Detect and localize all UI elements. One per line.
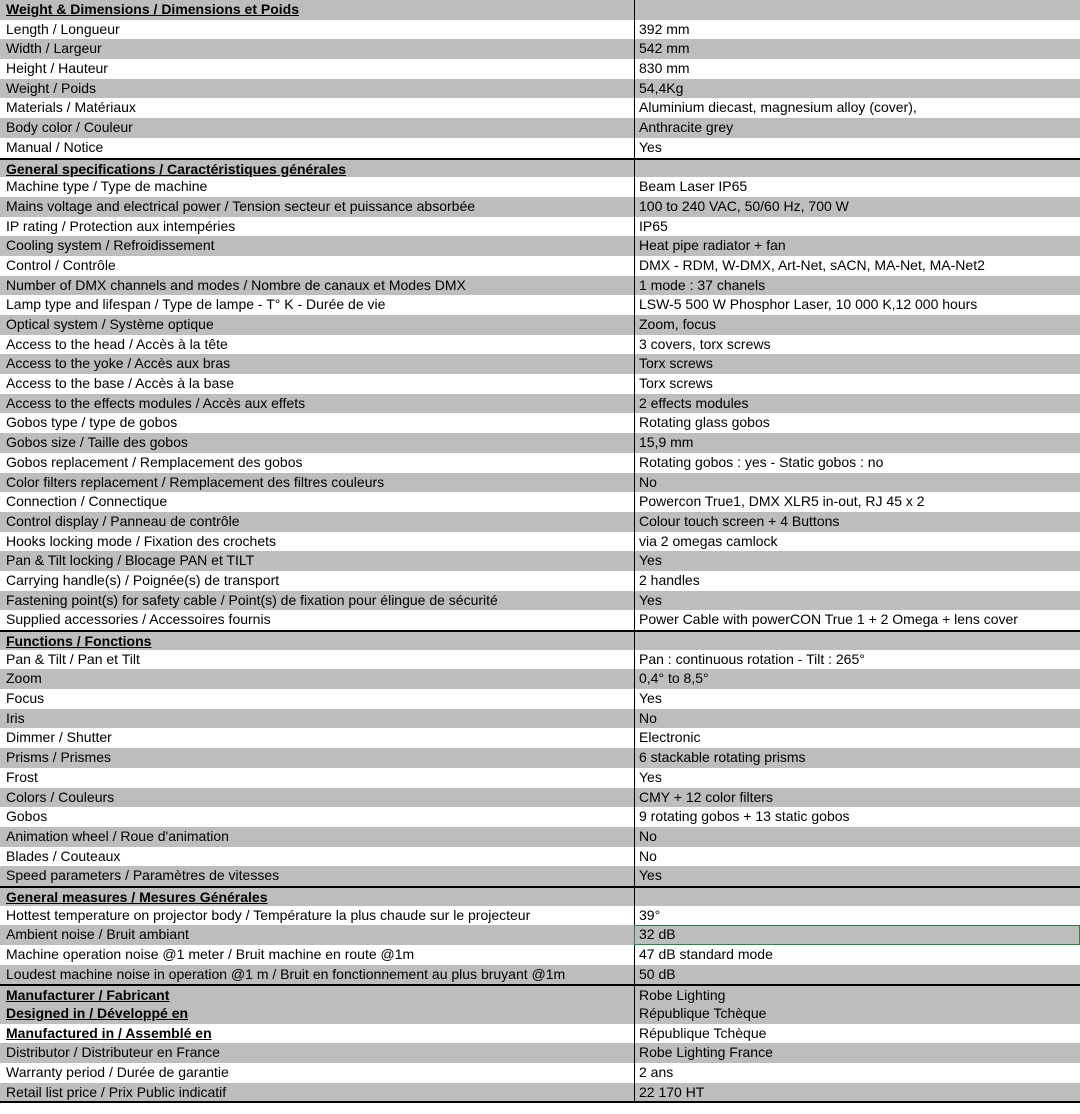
table-row — [0, 709, 1080, 729]
table-row — [0, 807, 1080, 827]
spec-value-cell[interactable]: 100 to 240 VAC, 50/60 Hz, 700 W — [634, 197, 1080, 217]
spec-value-cell[interactable]: Torx screws — [634, 374, 1080, 394]
table-row — [0, 512, 1080, 532]
spec-label-cell[interactable]: Dimmer / Shutter — [6, 729, 112, 746]
spec-label-cell[interactable]: Width / Largeur — [6, 40, 102, 57]
table-row — [0, 1063, 1080, 1083]
spec-value-cell[interactable]: Yes — [634, 866, 1080, 886]
table-row — [0, 1004, 1080, 1024]
spec-label-cell[interactable]: Hottest temperature on projector body / Température la plus chaude sur le projecteur — [6, 906, 531, 923]
table-row — [0, 177, 1080, 197]
spec-value-cell[interactable]: 0,4° to 8,5° — [634, 669, 1080, 689]
spec-label-cell[interactable]: Zoom — [6, 670, 42, 687]
spec-label-cell[interactable]: Height / Hauteur — [6, 60, 108, 77]
spec-label-cell[interactable]: Connection / Connectique — [6, 493, 168, 510]
table-row — [0, 413, 1080, 433]
spec-label-cell[interactable]: Hooks locking mode / Fixation des crochets — [6, 532, 277, 549]
spec-value-cell[interactable]: DMX - RDM, W-DMX, Art-Net, sACN, MA-Net, MA-Net2 — [634, 256, 1080, 276]
spec-label-cell[interactable]: Focus — [6, 690, 45, 707]
table-row — [0, 315, 1080, 335]
spec-label-cell[interactable]: Control display / Panneau de contrôle — [6, 512, 240, 529]
table-row — [0, 256, 1080, 276]
table-row — [0, 984, 1080, 1004]
table-row — [0, 1043, 1080, 1063]
table-row — [0, 1083, 1080, 1103]
spec-label-cell[interactable]: Access to the head / Accès à la tête — [6, 335, 228, 352]
table-row — [0, 906, 1080, 926]
section-header-value-cell — [634, 0, 1080, 20]
table-row — [0, 473, 1080, 493]
spec-value-cell[interactable]: Yes — [634, 591, 1080, 611]
spec-label-cell[interactable]: Blades / Couteaux — [6, 847, 121, 864]
table-row — [0, 98, 1080, 118]
spec-value-cell[interactable]: Beam Laser IP65 — [634, 177, 1080, 197]
spec-label-cell[interactable]: Cooling system / Refroidissement — [6, 237, 215, 254]
table-row — [0, 236, 1080, 256]
section-header — [0, 886, 1080, 906]
spec-label-cell[interactable]: Machine operation noise @1 meter / Bruit machine en route @1m — [6, 946, 415, 962]
table-row — [0, 197, 1080, 217]
spec-value-cell[interactable]: 54,4Kg — [634, 79, 1080, 99]
spec-value-cell[interactable]: Yes — [634, 768, 1080, 788]
table-row — [0, 532, 1080, 552]
table-row — [0, 374, 1080, 394]
table-row — [0, 551, 1080, 571]
spec-value-cell[interactable]: CMY + 12 color filters — [634, 788, 1080, 808]
spec-label-cell[interactable]: Body color / Couleur — [6, 119, 133, 136]
spec-label-cell[interactable]: Fastening point(s) for safety cable / Point(s) de fixation pour élingue de sécurité — [6, 591, 498, 608]
section-header-value-cell — [634, 632, 1080, 650]
spec-label-cell[interactable]: Access to the base / Accès à la base — [6, 375, 235, 392]
table-row — [0, 492, 1080, 512]
spec-value-cell[interactable]: 2 ans — [634, 1063, 1080, 1083]
spec-value-cell[interactable]: Pan : continuous rotation - Tilt : 265° — [634, 650, 1080, 670]
spec-value-cell[interactable]: Rotating gobos : yes - Static gobos : no — [634, 453, 1080, 473]
spec-label-cell[interactable]: Control / Contrôle — [6, 256, 116, 273]
spec-label-cell[interactable]: Machine type / Type de machine — [6, 178, 208, 195]
section-title: General specifications / Caractéristiques générales — [6, 160, 347, 177]
spec-label-cell[interactable]: Mains voltage and electrical power / Tension secteur et puissance absorbée — [6, 197, 476, 214]
table-row — [0, 59, 1080, 79]
spec-label-cell[interactable]: Lamp type and lifespan / Type de lampe - T° K - Durée de vie — [6, 296, 386, 313]
table-row — [0, 118, 1080, 138]
table-row — [0, 433, 1080, 453]
table-row — [0, 847, 1080, 867]
spec-value-cell[interactable]: Colour touch screen + 4 Buttons — [634, 512, 1080, 532]
spec-value-cell[interactable]: Powercon True1, DMX XLR5 in-out, RJ 45 x 2 — [634, 492, 1080, 512]
table-row — [0, 138, 1080, 158]
section-title: Weight & Dimensions / Dimensions et Poids — [6, 1, 300, 17]
spec-value-cell[interactable]: Torx screws — [634, 354, 1080, 374]
table-row — [0, 669, 1080, 689]
spec-label-cell[interactable]: Manufactured in / Assemblé en — [6, 1024, 212, 1041]
spec-value-cell[interactable]: No — [634, 847, 1080, 867]
spec-value-cell[interactable]: Electronic — [634, 728, 1080, 748]
section-header-value-cell — [634, 160, 1080, 178]
spec-value-cell[interactable]: 15,9 mm — [634, 433, 1080, 453]
spec-label-cell[interactable]: Access to the effects modules / Accès aux effets — [6, 394, 306, 411]
table-row — [0, 453, 1080, 473]
spec-label-cell[interactable]: Color filters replacement / Remplacement des filtres couleurs — [6, 473, 385, 490]
spec-value-cell[interactable]: 47 dB standard mode — [634, 945, 1080, 965]
spec-value-cell[interactable]: Yes — [634, 138, 1080, 158]
table-row — [0, 295, 1080, 315]
section-header — [0, 158, 1080, 178]
spec-label-cell[interactable]: Optical system / Système optique — [6, 316, 214, 332]
spec-value-cell[interactable]: 22 170 HT — [634, 1083, 1080, 1101]
spec-value-cell[interactable]: Zoom, focus — [634, 315, 1080, 335]
spec-label-cell[interactable]: Prisms / Prismes — [6, 749, 111, 766]
spec-label-cell[interactable]: Gobos size / Taille des gobos — [6, 434, 188, 451]
spec-label-cell[interactable]: Designed in / Développé en — [6, 1005, 189, 1022]
spec-value-cell[interactable]: No — [634, 473, 1080, 493]
spec-label-cell[interactable]: Carrying handle(s) / Poignée(s) de transport — [6, 571, 280, 588]
section-header — [0, 630, 1080, 650]
section-header — [0, 0, 1080, 20]
spec-label-cell[interactable]: Gobos replacement / Remplacement des gobos — [6, 453, 303, 470]
spec-label-cell[interactable]: Pan & Tilt / Pan et Tilt — [6, 650, 140, 667]
spec-value-cell[interactable]: 39° — [634, 906, 1080, 926]
table-row — [0, 571, 1080, 591]
spec-value-cell[interactable]: 542 mm — [634, 39, 1080, 59]
table-row — [0, 394, 1080, 414]
spec-label-cell[interactable]: Manual / Notice — [6, 138, 104, 155]
spec-label-cell[interactable]: Manufacturer / Fabricant — [6, 987, 170, 1004]
spec-value-cell[interactable]: 1 mode : 37 chanels — [634, 276, 1080, 296]
spec-label-cell[interactable]: Speed parameters / Paramètres de vitesses — [6, 867, 280, 884]
table-row — [0, 20, 1080, 40]
spec-value-cell[interactable]: Rotating glass gobos — [634, 413, 1080, 433]
spec-value-cell[interactable]: 2 effects modules — [634, 394, 1080, 414]
spec-label-cell[interactable]: Gobos — [6, 808, 48, 825]
spec-value-cell[interactable]: LSW-5 500 W Phosphor Laser, 10 000 K,12 000 hours — [634, 295, 1080, 315]
spec-label-cell[interactable]: Length / Longueur — [6, 20, 120, 37]
spec-value-cell[interactable]: No — [634, 709, 1080, 729]
section-title: Functions / Fonctions — [6, 633, 152, 649]
spec-value-cell[interactable]: République Tchèque — [634, 1004, 1080, 1024]
spec-label-cell[interactable]: Retail list price / Prix Public indicatif — [6, 1083, 227, 1100]
spec-value-cell[interactable]: 32 dB — [634, 925, 1080, 945]
spec-label-cell[interactable]: Loudest machine noise in operation @1 m / Bruit en fonctionnement au plus bruyant @1m — [6, 965, 566, 982]
spec-label-cell[interactable]: Pan & Tilt locking / Blocage PAN et TILT — [6, 552, 255, 569]
spec-label-cell[interactable]: Ambient noise / Bruit ambiant — [6, 926, 189, 943]
spec-label-cell[interactable]: Warranty period / Durée de garantie — [6, 1064, 229, 1081]
table-row — [0, 650, 1080, 670]
section-header-value-cell — [634, 888, 1080, 906]
spec-label-cell[interactable]: Materials / Matériaux — [6, 99, 136, 116]
table-row — [0, 79, 1080, 99]
spec-value-cell[interactable]: République Tchèque — [634, 1024, 1080, 1044]
spec-label-cell[interactable]: Weight / Poids — [6, 79, 97, 96]
table-row — [0, 965, 1080, 985]
spec-value-cell[interactable]: 830 mm — [634, 59, 1080, 79]
table-row — [0, 335, 1080, 355]
spec-value-cell[interactable]: Anthracite grey — [634, 118, 1080, 138]
spec-value-cell[interactable]: 6 stackable rotating prisms — [634, 748, 1080, 768]
table-row — [0, 689, 1080, 709]
spec-label-cell[interactable]: Gobos type / type de gobos — [6, 414, 178, 431]
section-title: General measures / Mesures Générales — [6, 888, 268, 905]
table-row — [0, 925, 1080, 945]
spec-label-cell[interactable]: IP rating / Protection aux intempéries — [6, 217, 236, 234]
spec-label-cell[interactable]: Animation wheel / Roue d'animation — [6, 827, 229, 844]
table-row — [0, 354, 1080, 374]
table-row — [0, 788, 1080, 808]
table-row — [0, 866, 1080, 886]
table-row — [0, 827, 1080, 847]
spec-label-cell[interactable]: Iris — [6, 709, 25, 726]
table-row — [0, 276, 1080, 296]
spec-value-cell[interactable]: Robe Lighting France — [634, 1043, 1080, 1063]
spec-value-cell[interactable]: IP65 — [634, 217, 1080, 237]
spec-label-cell[interactable]: Number of DMX channels and modes / Nombre de canaux et Modes DMX — [6, 276, 466, 293]
spec-label-cell[interactable]: Colors / Couleurs — [6, 788, 115, 805]
spec-value-cell[interactable]: 3 covers, torx screws — [634, 335, 1080, 355]
spec-value-cell[interactable]: Power Cable with powerCON True 1 + 2 Omega + lens cover — [634, 610, 1080, 630]
table-row — [0, 945, 1080, 965]
spec-value-cell[interactable]: Yes — [634, 551, 1080, 571]
spec-value-cell[interactable]: Robe Lighting — [634, 986, 1080, 1004]
table-row — [0, 748, 1080, 768]
table-row — [0, 217, 1080, 237]
spec-label-cell[interactable]: Frost — [6, 768, 38, 785]
spec-value-cell[interactable]: Heat pipe radiator + fan — [634, 236, 1080, 256]
table-row — [0, 1024, 1080, 1044]
table-row — [0, 610, 1080, 630]
spec-value-cell[interactable]: No — [634, 827, 1080, 847]
spec-value-cell[interactable]: 2 handles — [634, 571, 1080, 591]
spec-label-cell[interactable]: Distributor / Distributeur en France — [6, 1044, 220, 1061]
table-row — [0, 591, 1080, 611]
table-row — [0, 39, 1080, 59]
spec-value-cell[interactable]: Yes — [634, 689, 1080, 709]
spec-value-cell[interactable]: 50 dB — [634, 965, 1080, 985]
spec-value-cell[interactable]: Aluminium diecast, magnesium alloy (cover), — [634, 98, 1080, 118]
spec-label-cell[interactable]: Supplied accessories / Accessoires fournis — [6, 611, 271, 628]
spec-label-cell[interactable]: Access to the yoke / Accès aux bras — [6, 355, 231, 372]
spec-value-cell[interactable]: via 2 omegas camlock — [634, 532, 1080, 552]
spec-value-cell[interactable]: 392 mm — [634, 20, 1080, 40]
table-row — [0, 768, 1080, 788]
spec-value-cell[interactable]: 9 rotating gobos + 13 static gobos — [634, 807, 1080, 827]
table-row — [0, 728, 1080, 748]
